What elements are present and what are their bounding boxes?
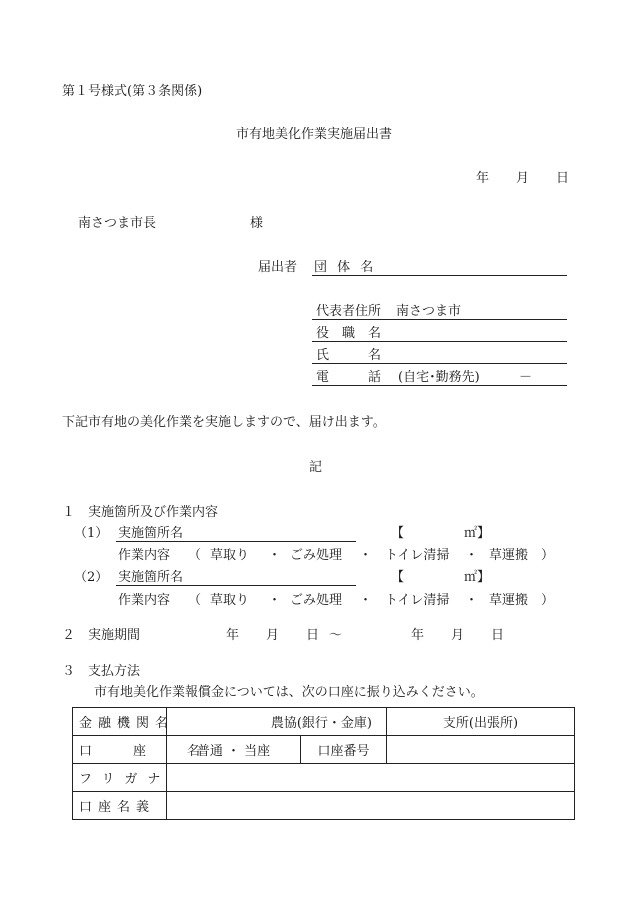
item1-option-toilet[interactable]: トイレ清掃 bbox=[385, 548, 450, 563]
holder-row bbox=[73, 792, 575, 820]
account-holder-field[interactable] bbox=[167, 792, 575, 820]
bank-name-label: 金融機関名 bbox=[73, 708, 167, 736]
name-field[interactable] bbox=[312, 363, 567, 364]
item1-open: （ bbox=[188, 548, 202, 563]
furigana-label: フリガナ bbox=[73, 764, 167, 792]
rep-address-label: 代表者住所 bbox=[316, 304, 382, 319]
ki-mark: 記 bbox=[309, 460, 323, 475]
item2-sep-3: ・ bbox=[465, 593, 479, 608]
item2-option-toilet[interactable]: トイレ清掃 bbox=[385, 593, 450, 608]
section3-heading: ３ 支払方法 bbox=[62, 664, 141, 679]
item2-option-garbage[interactable]: ごみ処理 bbox=[290, 593, 343, 608]
account-type-label: 口 座 名 bbox=[73, 736, 167, 764]
phone-label: 電 話 bbox=[316, 370, 382, 385]
form-title: 市有地美化作業実施届出書 bbox=[236, 127, 393, 142]
section2-heading: ２ 実施期間 bbox=[62, 628, 141, 643]
item1-location-field[interactable] bbox=[116, 541, 356, 542]
bank-account-table bbox=[72, 707, 575, 820]
item1-close: ） bbox=[541, 548, 555, 563]
item2-area-open: 【 bbox=[391, 570, 405, 585]
phone-note: (自宅･勤務先) bbox=[398, 370, 480, 385]
phone-field[interactable] bbox=[312, 385, 567, 386]
account-number-label: 口座番号 bbox=[301, 736, 387, 764]
group-name-label: 団 体 名 bbox=[314, 260, 377, 275]
period-tilde: ～ bbox=[329, 628, 343, 643]
name-label: 氏 名 bbox=[316, 348, 382, 363]
item2-close: ） bbox=[541, 593, 555, 608]
addressee-honorific: 様 bbox=[250, 216, 264, 231]
bank-row bbox=[73, 708, 575, 736]
branch-type-cell[interactable]: 支所(出張所) bbox=[387, 708, 575, 736]
account-number-field[interactable] bbox=[387, 736, 575, 764]
section1-heading: １ 実施箇所及び作業内容 bbox=[62, 505, 219, 520]
item1-area-unit: ㎡】 bbox=[464, 526, 491, 541]
furigana-field[interactable] bbox=[167, 764, 575, 792]
account-type-options[interactable]: 普通 ・ 当座 bbox=[167, 736, 301, 764]
item1-option-transport[interactable]: 草運搬 bbox=[489, 548, 529, 563]
item2-location-field[interactable] bbox=[116, 585, 356, 586]
period-start-day: 日 bbox=[306, 628, 320, 643]
item2-sep-1: ・ bbox=[268, 593, 282, 608]
account-row bbox=[73, 736, 575, 764]
applicant-label: 届出者 bbox=[258, 260, 298, 275]
date-month-label: 月 bbox=[516, 171, 530, 186]
period-start-month: 月 bbox=[266, 628, 280, 643]
item1-work-label: 作業内容 bbox=[118, 548, 171, 563]
furigana-row bbox=[73, 764, 575, 792]
item1-option-garbage[interactable]: ごみ処理 bbox=[290, 548, 343, 563]
form-id: 第１号様式(第３条関係) bbox=[62, 84, 203, 99]
position-label: 役 職 名 bbox=[316, 326, 382, 341]
item2-area-unit: ㎡】 bbox=[464, 570, 491, 585]
group-name-field[interactable] bbox=[312, 275, 567, 276]
rep-address-field[interactable] bbox=[312, 319, 567, 320]
period-end-day: 日 bbox=[491, 628, 505, 643]
item1-location-label: 実施箇所名 bbox=[118, 526, 184, 541]
item2-num: （2） bbox=[74, 570, 109, 585]
item2-work-label: 作業内容 bbox=[118, 593, 171, 608]
item1-option-weeding[interactable]: 草取り bbox=[210, 548, 250, 563]
phone-dash: － bbox=[519, 370, 533, 385]
period-start-year: 年 bbox=[226, 628, 240, 643]
bank-type-cell[interactable]: 農協(銀行・金庫) bbox=[167, 708, 387, 736]
item1-sep-2: ・ bbox=[359, 548, 373, 563]
period-end-year: 年 bbox=[411, 628, 425, 643]
item2-location-label: 実施箇所名 bbox=[118, 570, 184, 585]
payment-note: 市有地美化作業報償金については、次の口座に振り込みください。 bbox=[94, 685, 484, 700]
item1-area-open: 【 bbox=[391, 526, 405, 541]
account-holder-label: 口座名義 bbox=[73, 792, 167, 820]
period-end-month: 月 bbox=[451, 628, 465, 643]
item2-open: （ bbox=[188, 593, 202, 608]
item1-sep-3: ・ bbox=[465, 548, 479, 563]
intro-text: 下記市有地の美化作業を実施しますので、届け出ます。 bbox=[62, 415, 386, 430]
date-year-label: 年 bbox=[476, 171, 490, 186]
item2-option-transport[interactable]: 草運搬 bbox=[489, 593, 529, 608]
item2-sep-2: ・ bbox=[359, 593, 373, 608]
rep-address-value: 南さつま市 bbox=[396, 304, 462, 319]
item1-sep-1: ・ bbox=[268, 548, 282, 563]
position-field[interactable] bbox=[312, 341, 567, 342]
date-day-label: 日 bbox=[556, 171, 570, 186]
item2-option-weeding[interactable]: 草取り bbox=[210, 593, 250, 608]
addressee-name: 南さつま市長 bbox=[78, 216, 157, 231]
item1-num: （1） bbox=[74, 526, 109, 541]
